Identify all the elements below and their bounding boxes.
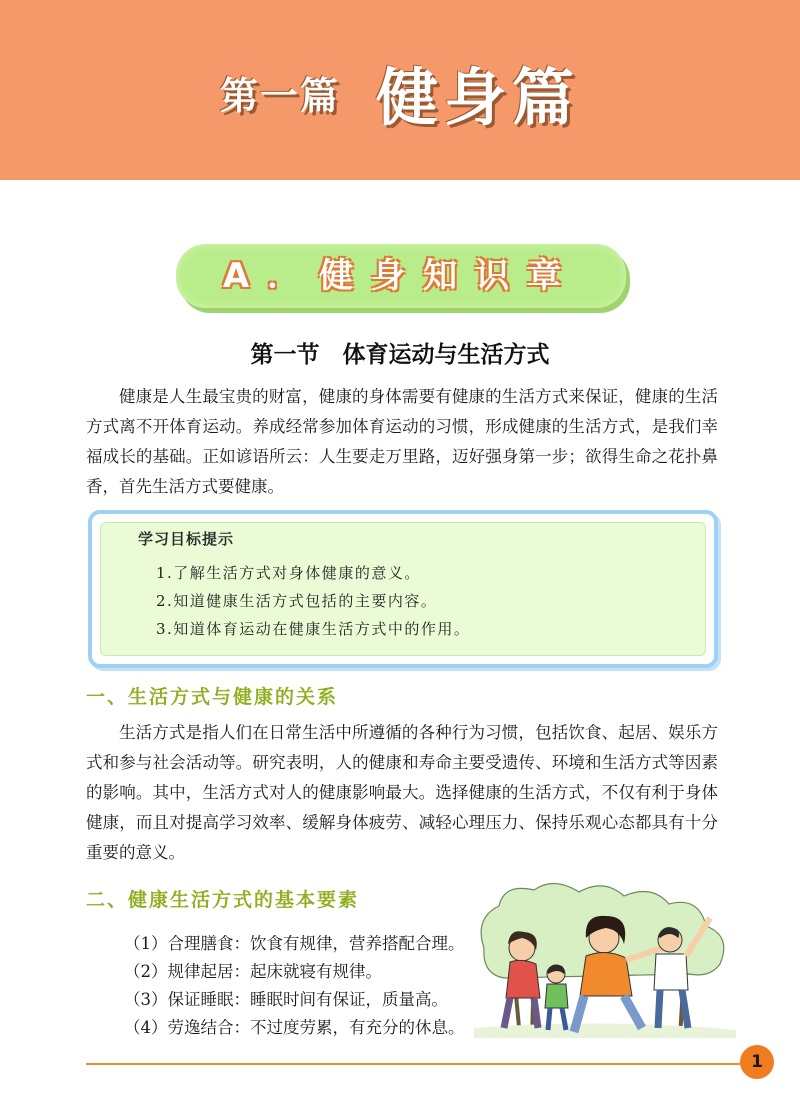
heading-lifestyle-elements: 二、健康生活方式的基本要素 (86, 889, 360, 911)
child-figure (545, 965, 568, 1030)
goal-item: 3.知道体育运动在健康生活方式中的作用。 (156, 620, 471, 638)
learning-goals-title: 学习目标提示 (138, 530, 235, 548)
section-title: 第一节 体育运动与生活方式 (250, 342, 550, 368)
heading-lifestyle-health: 一、生活方式与健康的关系 (86, 686, 339, 708)
list-item: （3）保证睡眠：睡眠时间有保证，质量高。 (124, 990, 448, 1009)
goal-item: 2.知道健康生活方式包括的主要内容。 (156, 592, 438, 610)
part-name: 健身篇 (376, 61, 581, 134)
header-band (0, 0, 800, 180)
page-number: 1 (740, 1045, 774, 1079)
woman-figure (504, 931, 540, 1028)
part-label: 第一篇 (219, 74, 340, 118)
footer-rule (86, 1063, 740, 1065)
family-exercise-illustration (474, 878, 736, 1038)
intro-paragraph: 健康是人生最宝贵的财富，健康的身体需要有健康的生活方式来保证，健康的生活方式离不开体育运动。养成经常参加体育运动的习惯，形成健康的生活方式，是我们幸福成长的基础。正如谚语所云：人生要走万里路，迈好强身第一步；欲得生命之花扑鼻香，首先生活方式要健康。 (86, 387, 718, 496)
goal-item: 1.了解生活方式对身体健康的意义。 (156, 564, 421, 582)
lifestyle-paragraph: 生活方式是指人们在日常生活中所遵循的各种行为习惯，包括饮食、起居、娱乐方式和参与社会活动等。研究表明，人的健康和寿命主要受遗传、环境和生活方式等因素的影响。其中，生活方式对人的健康影响最大。选择健康的生活方式，不仅有利于身体健康，而且对提高学习效率、缓解身体疲劳、减轻心理压力、保持乐观心态都具有十分重要的意义。 (86, 723, 718, 862)
learning-goals-box (88, 510, 718, 668)
list-item: （4）劳逸结合：不过度劳累，有充分的休息。 (124, 1018, 465, 1037)
list-item: （1）合理膳食：饮食有规律，营养搭配合理。 (124, 934, 465, 953)
list-item: （2）规律起居：起床就寝有规律。 (124, 962, 382, 981)
chapter-title: A．健身知识章 (176, 244, 626, 308)
part-title (0, 48, 800, 137)
